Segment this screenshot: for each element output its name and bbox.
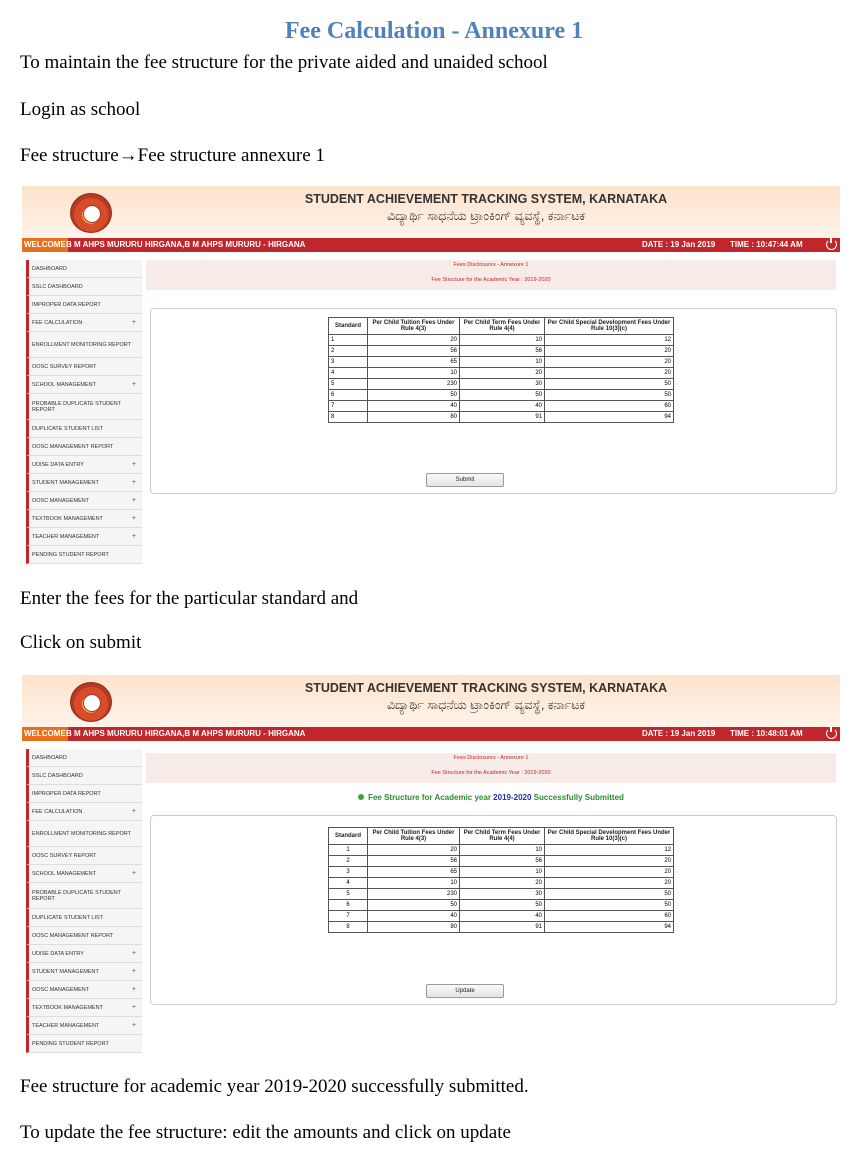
table-row (329, 878, 674, 889)
term-fee-input[interactable]: 56 (460, 856, 545, 867)
date-label: DATE : 19 Jan 2019 (642, 240, 716, 249)
sidebar-item[interactable] (26, 999, 142, 1017)
table-row (329, 335, 674, 346)
sidebar-item[interactable] (26, 278, 142, 296)
sidebar-item[interactable] (26, 296, 142, 314)
standard-cell: 3 (329, 867, 368, 878)
navigation-paragraph: Fee structure→Fee structure annexure 1 (20, 145, 325, 166)
col-special: Per Child Special Development Fees Under Rule 10(3)(c) (545, 318, 674, 335)
tuition-fee-input[interactable]: 65 (368, 357, 460, 368)
special-fee-input[interactable]: 20 (545, 368, 674, 379)
special-fee-input[interactable]: 20 (545, 346, 674, 357)
tuition-fee-input[interactable]: 56 (368, 856, 460, 867)
expand-plus-icon[interactable]: + (131, 532, 136, 540)
sidebar-item-label: PENDING STUDENT REPORT (32, 551, 109, 558)
sidebar-item[interactable] (26, 963, 142, 981)
term-fee-input[interactable]: 40 (460, 911, 545, 922)
tuition-fee-input[interactable]: 230 (368, 889, 460, 900)
special-fee-input[interactable]: 20 (545, 856, 674, 867)
sidebar-item[interactable] (26, 438, 142, 456)
logout-power-icon[interactable] (826, 728, 837, 739)
sidebar-item-label: UDISE DATA ENTRY (32, 461, 84, 468)
sidebar-item-label: PROBABLE DUPLICATE STUDENT REPORT (32, 400, 122, 413)
tuition-fee-input[interactable]: 40 (368, 911, 460, 922)
standard-cell: 1 (329, 845, 368, 856)
sidebar-item[interactable] (26, 1017, 142, 1035)
expand-plus-icon[interactable]: + (131, 514, 136, 522)
expand-plus-icon[interactable]: + (131, 478, 136, 486)
disclosure-title: Fees Disclosures - Annexure 1 (453, 262, 529, 268)
term-fee-input[interactable]: 30 (460, 379, 545, 390)
sidebar-item[interactable] (26, 420, 142, 438)
fee-table (328, 827, 674, 933)
special-fee-input[interactable]: 50 (545, 889, 674, 900)
intro-paragraph: To maintain the fee structure for the private aided and unaided school (20, 52, 548, 73)
table-row (329, 856, 674, 867)
tuition-fee-input[interactable]: 10 (368, 878, 460, 889)
screenshot-update (22, 675, 840, 1055)
system-subtitle: ವಿದ್ಯಾರ್ಥಿ ಸಾಧನೆಯ ಟ್ರಾಂಕಿಂಗ್ ವ್ಯವಸ್ಥೆ, ಕರ್ನಾಟಕ (386, 209, 586, 223)
time-label: TIME : 10:48:01 AM (730, 729, 803, 738)
special-fee-input[interactable]: 20 (545, 867, 674, 878)
special-fee-input[interactable]: 60 (545, 911, 674, 922)
sidebar-item[interactable] (26, 376, 142, 394)
sidebar-item-label: OOSC MANAGEMENT (32, 497, 90, 504)
sidebar-item[interactable] (26, 865, 142, 883)
term-fee-input[interactable]: 91 (460, 412, 545, 423)
special-fee-input[interactable]: 94 (545, 412, 674, 423)
sidebar-item[interactable] (26, 260, 142, 278)
sidebar-item-label: OOSC SURVEY REPORT (32, 852, 97, 859)
sidebar-item[interactable] (26, 883, 142, 909)
sidebar-item-label: FEE CALCULATION (32, 808, 83, 815)
table-row (329, 346, 674, 357)
expand-plus-icon[interactable]: + (131, 460, 136, 468)
school-name: B M AHPS MURURU HIRGANA,B M AHPS MURURU - HIRGANA (66, 240, 306, 249)
sidebar-item-label: DUPLICATE STUDENT LIST (32, 425, 104, 432)
col-standard: Standard (329, 828, 368, 845)
sidebar-item[interactable] (26, 332, 142, 358)
welcome-bar (22, 727, 840, 741)
system-title: STUDENT ACHIEVEMENT TRACKING SYSTEM, KARNATAKA (304, 192, 668, 206)
sidebar-item[interactable] (26, 394, 142, 420)
term-fee-input[interactable]: 56 (460, 346, 545, 357)
standard-cell: 5 (329, 379, 368, 390)
tuition-fee-input[interactable]: 50 (368, 390, 460, 401)
standard-cell: 2 (329, 346, 368, 357)
success-check-icon (358, 794, 364, 800)
success-message: Fee Structure for Academic year 2019-2020 Successfully Submitted (146, 793, 836, 802)
sidebar-item-label: SSLC DASHBOARD (32, 772, 83, 779)
standard-cell: 4 (329, 368, 368, 379)
screenshot-submit (22, 186, 840, 564)
sidebar-item-label: STUDENT MANAGEMENT (32, 968, 99, 975)
academic-year-title: Fee Structure for the Academic Year : 2019-2020 (431, 770, 551, 776)
sidebar-item-label: DUPLICATE STUDENT LIST (32, 914, 104, 921)
table-row (329, 368, 674, 379)
sidebar-item-label: FEE CALCULATION (32, 319, 83, 326)
standard-cell: 6 (329, 390, 368, 401)
sidebar-item[interactable] (26, 546, 142, 564)
standard-cell: 6 (329, 900, 368, 911)
table-row (329, 867, 674, 878)
special-fee-input[interactable]: 50 (545, 390, 674, 401)
fee-table (328, 317, 674, 423)
tuition-fee-input[interactable]: 20 (368, 335, 460, 346)
welcome-label: WELCOME (22, 727, 68, 741)
click-submit-paragraph: Click on submit (20, 632, 142, 653)
standard-cell: 4 (329, 878, 368, 889)
expand-plus-icon[interactable]: + (131, 967, 136, 975)
standard-cell: 7 (329, 401, 368, 412)
tuition-fee-input[interactable]: 230 (368, 379, 460, 390)
submit-button[interactable]: Submit (426, 473, 504, 487)
special-fee-input[interactable]: 20 (545, 357, 674, 368)
col-special: Per Child Special Development Fees Under Rule 10(3)(c) (545, 828, 674, 845)
expand-plus-icon[interactable]: + (131, 985, 136, 993)
special-fee-input[interactable]: 94 (545, 922, 674, 933)
table-row (329, 922, 674, 933)
special-fee-input[interactable]: 12 (545, 335, 674, 346)
sidebar-item-label: PROBABLE DUPLICATE STUDENT REPORT (32, 889, 122, 902)
table-row (329, 357, 674, 368)
sidebar-item-label: TEXTBOOK MANAGEMENT (32, 515, 103, 522)
app-header (22, 186, 840, 238)
sidebar-item[interactable] (26, 1035, 142, 1053)
standard-cell: 1 (329, 335, 368, 346)
sidebar-item[interactable] (26, 945, 142, 963)
tuition-fee-input[interactable]: 56 (368, 346, 460, 357)
sidebar-item[interactable] (26, 314, 142, 332)
expand-plus-icon[interactable]: + (131, 807, 136, 815)
sidebar-menu (26, 749, 142, 1053)
col-term: Per Child Term Fees Under Rule 4(4) (460, 828, 545, 845)
col-standard: Standard (329, 318, 368, 335)
standard-cell: 8 (329, 412, 368, 423)
enter-fees-paragraph: Enter the fees for the particular standard and (20, 588, 359, 609)
sidebar-item-label: OOSC MANAGEMENT REPORT (32, 443, 114, 450)
special-fee-input[interactable]: 60 (545, 401, 674, 412)
term-fee-input[interactable]: 10 (460, 867, 545, 878)
table-row (329, 390, 674, 401)
system-subtitle: ವಿದ್ಯಾರ್ಥಿ ಸಾಧನೆಯ ಟ್ರಾಂಕಿಂಗ್ ವ್ಯವಸ್ಥೆ, ಕರ್ನಾಟಕ (386, 698, 586, 712)
term-fee-input[interactable]: 20 (460, 368, 545, 379)
sidebar-item-label: UDISE DATA ENTRY (32, 950, 84, 957)
disclosure-title: Fees Disclosures - Annexure 1 (453, 755, 529, 761)
sidebar-item-label: SSLC DASHBOARD (32, 283, 83, 290)
table-row (329, 900, 674, 911)
expand-plus-icon[interactable]: + (131, 1021, 136, 1029)
special-fee-input[interactable]: 50 (545, 379, 674, 390)
tuition-fee-input[interactable]: 20 (368, 845, 460, 856)
sidebar-item[interactable] (26, 821, 142, 847)
sidebar-item-label: OOSC MANAGEMENT REPORT (32, 932, 114, 939)
sidebar-item-label: IMPROPER DATA REPORT (32, 301, 101, 308)
table-row (329, 889, 674, 900)
expand-plus-icon[interactable]: + (131, 496, 136, 504)
sidebar-item-label: OOSC SURVEY REPORT (32, 363, 97, 370)
term-fee-input[interactable]: 10 (460, 357, 545, 368)
term-fee-input[interactable]: 30 (460, 889, 545, 900)
sidebar-item-label: TEACHER MANAGEMENT (32, 1022, 100, 1029)
sidebar-item[interactable] (26, 749, 142, 767)
sidebar-item-label: IMPROPER DATA REPORT (32, 790, 101, 797)
standard-cell: 3 (329, 357, 368, 368)
standard-cell: 8 (329, 922, 368, 933)
col-term: Per Child Term Fees Under Rule 4(4) (460, 318, 545, 335)
tuition-fee-input[interactable]: 10 (368, 368, 460, 379)
special-fee-input[interactable]: 20 (545, 878, 674, 889)
sidebar-item-label: STUDENT MANAGEMENT (32, 479, 99, 486)
logout-power-icon[interactable] (826, 239, 837, 250)
term-fee-input[interactable]: 40 (460, 401, 545, 412)
sidebar-item[interactable] (26, 803, 142, 821)
expand-plus-icon[interactable]: + (131, 1003, 136, 1011)
sidebar-item[interactable] (26, 456, 142, 474)
term-fee-input[interactable]: 10 (460, 845, 545, 856)
table-row (329, 379, 674, 390)
academic-year-title: Fee Structure for the Academic Year : 2019-2020 (431, 277, 551, 283)
sidebar-item[interactable] (26, 785, 142, 803)
col-tuition: Per Child Tuition Fees Under Rule 4(3) (368, 828, 460, 845)
sidebar-item-label: ENROLLMENT MONITORING REPORT (32, 830, 132, 837)
special-fee-input[interactable]: 12 (545, 845, 674, 856)
date-label: DATE : 19 Jan 2019 (642, 729, 716, 738)
term-fee-input[interactable]: 50 (460, 900, 545, 911)
expand-plus-icon[interactable]: + (131, 380, 136, 388)
expand-plus-icon[interactable]: + (131, 318, 136, 326)
sidebar-item[interactable] (26, 909, 142, 927)
table-row (329, 911, 674, 922)
update-button[interactable]: Update (426, 984, 504, 998)
sidebar-menu (26, 260, 142, 564)
standard-cell: 7 (329, 911, 368, 922)
tuition-fee-input[interactable]: 65 (368, 867, 460, 878)
sidebar-item-label: PENDING STUDENT REPORT (32, 1040, 109, 1047)
time-label: TIME : 10:47:44 AM (730, 240, 803, 249)
col-tuition: Per Child Tuition Fees Under Rule 4(3) (368, 318, 460, 335)
submitted-paragraph: Fee structure for academic year 2019-2020 successfully submitted. (20, 1076, 529, 1097)
table-row (329, 845, 674, 856)
login-paragraph: Login as school (20, 99, 141, 120)
table-row (329, 412, 674, 423)
sidebar-item-label: OOSC MANAGEMENT (32, 986, 90, 993)
sidebar-item-label: SCHOOL MANAGEMENT (32, 381, 96, 388)
sidebar-item-label: DASHBOARD (32, 754, 67, 761)
sidebar-item[interactable] (26, 767, 142, 785)
tuition-fee-input[interactable]: 80 (368, 922, 460, 933)
standard-cell: 5 (329, 889, 368, 900)
term-fee-input[interactable]: 20 (460, 878, 545, 889)
sidebar-item-label: SCHOOL MANAGEMENT (32, 870, 96, 877)
sidebar-item[interactable] (26, 358, 142, 376)
tuition-fee-input[interactable]: 80 (368, 412, 460, 423)
sidebar-item-label: DASHBOARD (32, 265, 67, 272)
expand-plus-icon[interactable]: + (131, 869, 136, 877)
sidebar-item[interactable] (26, 492, 142, 510)
term-fee-input[interactable]: 50 (460, 390, 545, 401)
sidebar-item-label: TEACHER MANAGEMENT (32, 533, 100, 540)
doc-title: Fee Calculation - Annexure 1 (284, 18, 584, 44)
table-row (329, 401, 674, 412)
special-fee-input[interactable]: 50 (545, 900, 674, 911)
disclosure-header (146, 753, 836, 783)
sidebar-item[interactable] (26, 927, 142, 945)
sidebar-item[interactable] (26, 474, 142, 492)
update-instructions-paragraph: To update the fee structure: edit the amounts and click on update (20, 1122, 511, 1143)
sidebar-item-label: ENROLLMENT MONITORING REPORT (32, 341, 132, 348)
welcome-label: WELCOME (22, 238, 68, 252)
welcome-bar (22, 238, 840, 252)
term-fee-input[interactable]: 91 (460, 922, 545, 933)
sidebar-item-label: TEXTBOOK MANAGEMENT (32, 1004, 103, 1011)
term-fee-input[interactable]: 10 (460, 335, 545, 346)
app-header (22, 675, 840, 727)
expand-plus-icon[interactable]: + (131, 949, 136, 957)
sidebar-item[interactable] (26, 528, 142, 546)
sidebar-item[interactable] (26, 510, 142, 528)
tuition-fee-input[interactable]: 50 (368, 900, 460, 911)
sidebar-item[interactable] (26, 847, 142, 865)
disclosure-header (146, 260, 836, 290)
school-name: B M AHPS MURURU HIRGANA,B M AHPS MURURU - HIRGANA (66, 729, 306, 738)
system-title: STUDENT ACHIEVEMENT TRACKING SYSTEM, KARNATAKA (304, 681, 668, 695)
standard-cell: 2 (329, 856, 368, 867)
tuition-fee-input[interactable]: 40 (368, 401, 460, 412)
sidebar-item[interactable] (26, 981, 142, 999)
